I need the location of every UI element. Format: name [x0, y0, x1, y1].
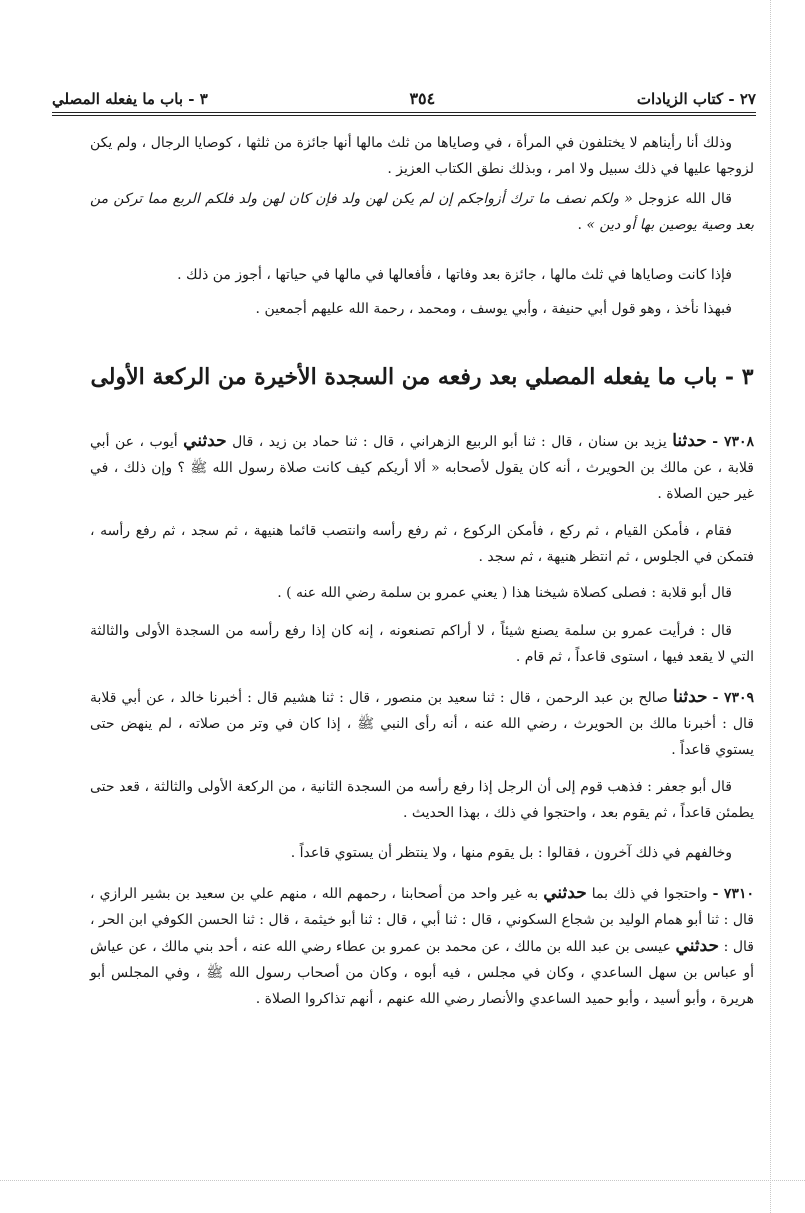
page-edge-bottom — [0, 1180, 805, 1181]
citation-end: . — [577, 217, 582, 233]
paragraph-women-bequests: وذلك أنا رأيناهم لا يختلفون في المرأة ، في وصاياها من ثلث مالها أنها جائزة من ثلثها ، كوصايا الرجال ، ولم يكن لزوجها عليها في ذلك سبيل ولا امر ، وبذلك نطق الكتاب العزيز . — [90, 135, 754, 177]
hadith-text: أيوب ، عن أبي قلابة ، عن مالك بن الحويرث ، أنه كان يقول لأصحابه « ألا أريكم كيف كانت صلاة رسول الله ﷺ ؟ وإن ذلك ، في غير حين الصلاة . — [90, 434, 754, 502]
header-rule-thin — [52, 115, 756, 116]
hadith-7309 — [90, 684, 754, 763]
haddathana-word: حدثنا — [672, 431, 707, 451]
haddathana-word: حدثنا — [673, 687, 708, 707]
quran-verse: « ولكم نصف ما ترك أزواجكم إن لم يكن لهن ولد فإن كان لهن ولد فلكم الربع مما تركن من بعد وصية يوصين بها أو دين » — [90, 191, 754, 233]
citation-intro: قال الله عزوجل — [638, 191, 732, 207]
page-number: ٣٥٤ — [409, 89, 436, 108]
hadith-number: ٧٣١٠ - — [712, 886, 754, 902]
header-rule — [52, 112, 756, 113]
hadith-7309-abu-jafar: قال أبو جعفر : فذهب قوم إلى أن الرجل إذا رفع رأسه من السجدة الثانية ، من الركعة الأولى والثالثة ، قعد حتى يطمئن قاعداً ، ثم يقوم بعد ، واحتجوا في ذلك ، بهذا الحديث . — [90, 779, 754, 821]
hadith-7309-dissent: وخالفهم في ذلك آخرون ، فقالوا : بل يقوم منها ، ولا ينتظر أن يستوي قاعداً . — [290, 845, 732, 861]
header-chapter-title: ٣ - باب ما يفعله المصلي — [52, 90, 208, 108]
hadith-chain: يزيد بن سنان ، قال : ثنا أبو الربيع الزهراني ، قال : ثنا حماد بن زيد ، قال — [232, 434, 667, 450]
hadith-text: عيسى بن عبد الله بن مالك ، عن محمد بن عمرو بن عطاء رضي الله عنه ، أحد بني مالك ، عن عياش أو عباس بن سهل الساعدي ، وكان في مجلس ، فيه أبوه ، وكان من أصحاب رسول الله ﷺ ، وفي المجلس أبو هريرة ، وأبو أسيد ، وأبو حميد الساعدي والأنصار رضي الله عنهم ، أنهم تذاكروا الصلاة . — [90, 939, 754, 1007]
hadith-number: ٧٣٠٩ - — [712, 690, 755, 706]
hadith-7308 — [90, 428, 754, 507]
hadith-7308-prayer-description: فقام ، فأمكن القيام ، ثم ركع ، فأمكن الركوع ، ثم رفع رأسه وانتصب قائما هنيهة ، ثم سجد ، ثم رفع رأسه ، فتمكن في الجلوس ، ثم انتظر هنيهة ، ثم سجد . — [90, 523, 754, 565]
paragraph-quran-citation — [90, 186, 754, 238]
hadith-7308-abu-qilaba: قال أبو قلابة : فصلى كصلاة شيخنا هذا ( يعني عمرو بن سلمة رضي الله عنه ) . — [277, 585, 732, 601]
paragraph-ruling: فبهذا نأخذ ، وهو قول أبي حنيفة ، وأبي يوسف ، ومحمد ، رحمة الله عليهم أجمعين . — [255, 301, 732, 317]
hadith-intro: واحتجوا في ذلك بما — [591, 886, 708, 902]
hadith-7308-amr-bin-salama: قال : فرأيت عمرو بن سلمة يصنع شيئاً ، لا أراكم تصنعونه ، إنه كان إذا رفع رأسه من السجدة الأولى والثالثة التي لا يقعد فيها ، استوى قاعداً ، ثم قام . — [90, 623, 754, 665]
haddathani-word: حدثني — [183, 431, 227, 451]
page-header — [52, 78, 756, 108]
header-book-title: ٢٧ - كتاب الزيادات — [636, 90, 756, 108]
hadith-chain: به غير واحد من أصحابنا ، رحمهم الله ، منهم علي بن سعيد بن بشير الرازي ، قال : ثنا أبو همام الوليد بن شجاع السكوني ، قال : ثنا أبي ، قال : ثنا أبو خيثمة ، قال : ثنا الحسن الكوفي ابن الحر ، قال : — [90, 886, 754, 955]
hadith-text: صالح بن عبد الرحمن ، قال : ثنا سعيد بن منصور ، قال : ثنا هشيم قال : أخبرنا خالد ، عن أبي قلابة قال : أخبرنا مالك بن الحويرث ، رضي الله عنه ، أنه رأى النبي ﷺ ، إذا كان في وتر من صلاته ، لم ينهض حتى يستوي قاعداً . — [90, 690, 754, 758]
hadith-number: ٧٣٠٨ - — [712, 434, 755, 450]
chapter-title: ٣ - باب ما يفعله المصلي بعد رفعه من السجدة الأخيرة من الركعة الأولى — [90, 364, 754, 390]
haddathani-word: حدثني — [675, 936, 719, 956]
hadith-7310 — [90, 880, 754, 1012]
paragraph-conclusion: فإذا كانت وصاياها في ثلث مالها ، جائزة بعد وفاتها ، فأفعالها في مالها في حياتها ، أجوز من ذلك . — [177, 267, 732, 283]
haddathani-word: حدثني — [543, 883, 587, 903]
page-edge-right — [770, 0, 771, 1213]
